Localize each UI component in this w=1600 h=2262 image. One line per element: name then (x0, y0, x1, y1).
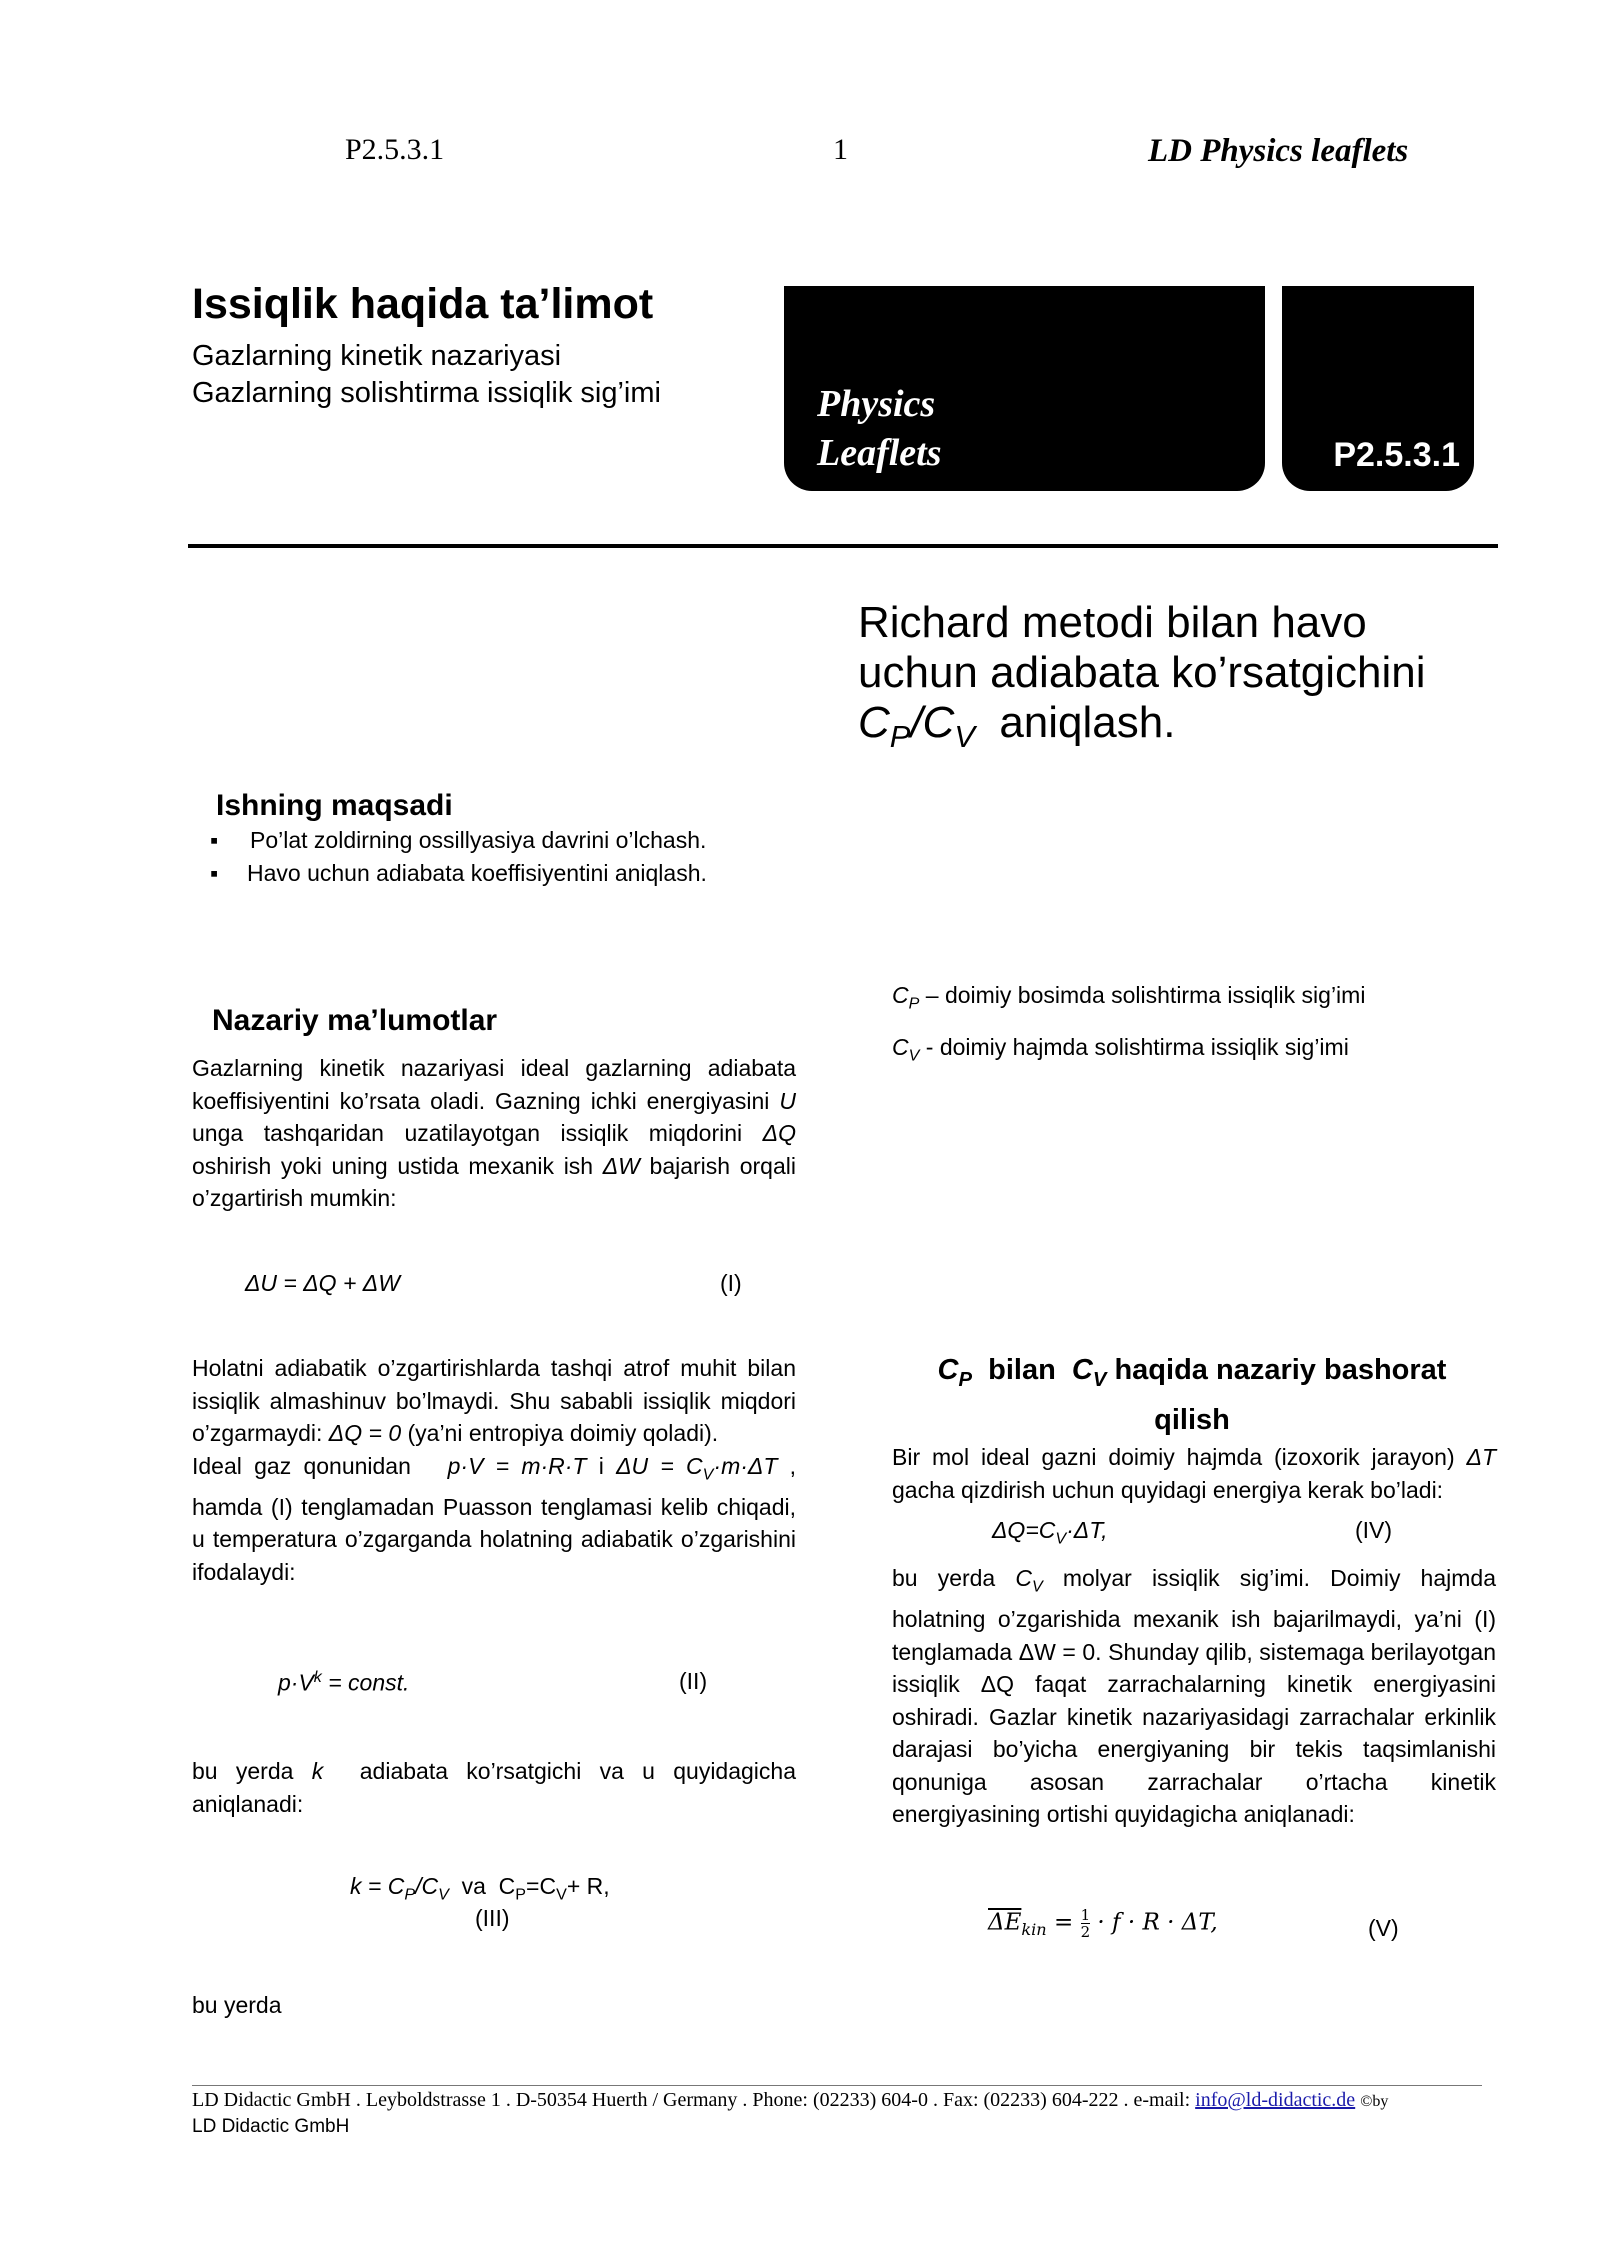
theory-paragraph-4: bu yerda (192, 1992, 282, 2018)
footer-text: LD Didactic GmbH . Leyboldstrasse 1 . D-50354 Huerth / Germany . Phone: (02233) 604-0 . Fax: (02233) 604-222 . e-mail: info@ld-didactic.de ©by (192, 2089, 1389, 2111)
experiment-title-line-1: Richard metodi bilan havo (858, 598, 1367, 647)
header-divider (188, 544, 1498, 548)
page-number: 1 (833, 133, 848, 166)
equation-5-number: (V) (1368, 1915, 1399, 1941)
prediction-paragraph-2: bu yerda $C_V$ molyar issiqlik sig’imi. Doimiy hajmda holatning o’zgarishida mexanik ish bajarilmaydi, ya’ni (I) tenglamada ΔW = 0. Shunday qilib, sistemaga berilayotgan issiqlik ΔQ faqat zarrachalarning kinetik energiyasini oshiradi. Gazlar kinetik nazariyasidagi zarrachalar erkinlik darajasi bo’yicha energiyaning bir tekis taqsimlanishi qonuniga asosan zarrachalar o’rtacha kinetik energiyasining ortishi quyidagicha aniqlanadi: (892, 1565, 1496, 1828)
logo-line-2: Leaflets (817, 432, 942, 474)
definition-cv: $C_V$ - doimiy hajmda solishtirma issiqlik sig’imi (892, 1033, 1349, 1065)
goals-list (210, 824, 707, 890)
goals-heading: Ishning maqsadi (216, 789, 453, 822)
footer-email-link[interactable]: info@ld-didactic.de (1195, 2089, 1356, 2111)
prediction-paragraph-1: Bir mol ideal gazni doimiy hajmda (izoxorik jarayon) ΔT gacha qizdirish uchun quyidagi energiya kerak bo’ladi: (892, 1444, 1496, 1503)
definitions (892, 974, 1365, 1077)
equation-2-number: (II) (679, 1668, 708, 1694)
definition-cp: $C_P$ – doimiy bosimda solishtirma issiqlik sig’imi (892, 982, 1366, 1013)
subtitle-line-1: Gazlarning kinetik nazariyasi (192, 340, 562, 372)
equation-4-number: (IV) (1355, 1517, 1393, 1543)
experiment-title-line-2: uchun adiabata ko’rsatgichini (858, 648, 1426, 697)
bullet-icon: ▪ (210, 860, 231, 886)
subtitle-block (192, 338, 661, 412)
theory-paragraph-3: bu yerda k adiabata ko’rsatgichi va u quyidagicha aniqlanadi: (192, 1758, 796, 1817)
equation-1: ΔU = ΔQ + ΔW (245, 1270, 400, 1296)
logo-code-box (1282, 286, 1474, 491)
equation-3: $k = C_P/C_V$ va $C_P=C_V+ R$, (350, 1873, 610, 1904)
list-item: ▪ Po’lat zoldirning ossillyasiya davrini o’lchash. (210, 824, 707, 857)
physics-leaflets-logo (784, 286, 1265, 491)
equation-1-number: (I) (720, 1270, 742, 1296)
page-title: Issiqlik haqida ta’limot (192, 280, 654, 328)
experiment-title-line-3: $C_P/C_V$ aniqlash. (858, 698, 1176, 754)
footer-divider (192, 2085, 1482, 2086)
document-code: P2.5.3.1 (345, 133, 445, 166)
equation-3-number: (III) (475, 1905, 510, 1931)
equation-5: $\overline{\Delta E}_{kin}$ = $\frac{1}{2}$ · f · R · ΔT, (988, 1906, 1218, 1941)
subtitle-line-2: Gazlarning solishtirma issiqlik sig’imi (192, 377, 661, 409)
bullet-icon: ▪ (210, 827, 231, 853)
theory-heading: Nazariy ma’lumotlar (212, 1004, 498, 1037)
logo-code: P2.5.3.1 (1333, 436, 1460, 474)
equation-4: $\Delta Q=C_V\cdot\Delta T$, (992, 1517, 1108, 1548)
list-item: ▪ Havo uchun adiabata koeffisiyentini aniqlash. (210, 857, 707, 890)
theory-paragraph-2: Holatni adiabatik o’zgartirishlarda tashqi atrof muhit bilan issiqlik almashinuv bo’lmaydi. Shu sababli issiqlik miqdori o’zgarmaydi: ΔQ = 0 (ya’ni entropiya doimiy qoladi). Ideal gaz qonunidan p·V = m·R·T i $\Delta U = C_V\cdot m\cdot\Delta T$ , hamda (I) tenglamadan Puasson tenglamasi kelib chiqadi, u temperatura o’zgarganda holatning adiabatik o’zgarishini ifodalaydi: (192, 1355, 797, 1585)
footer-company: LD Didactic GmbH (192, 2116, 350, 2137)
series-title: LD Physics leaflets (1148, 133, 1409, 169)
equation-2: $p\cdot V^k$ = const. (278, 1668, 410, 1696)
experiment-title (858, 598, 1478, 762)
theory-paragraph-1: Gazlarning kinetik nazariyasi ideal gazlarning adiabata koeffisiyentini ko’rsata oladi. Gazning ichki energiyasini U unga tashqaridan uzatilayotgan issiqlik miqdorini ΔQ oshirish yoki uning ustida mexanik ish ΔW bajarish orqali o’zgartirish mumkin: (192, 1055, 796, 1211)
prediction-heading: $C_P$ bilan $C_V$ haqida nazariy bashorat qilish (937, 1354, 1447, 1436)
logo-line-1: Physics (817, 383, 936, 425)
